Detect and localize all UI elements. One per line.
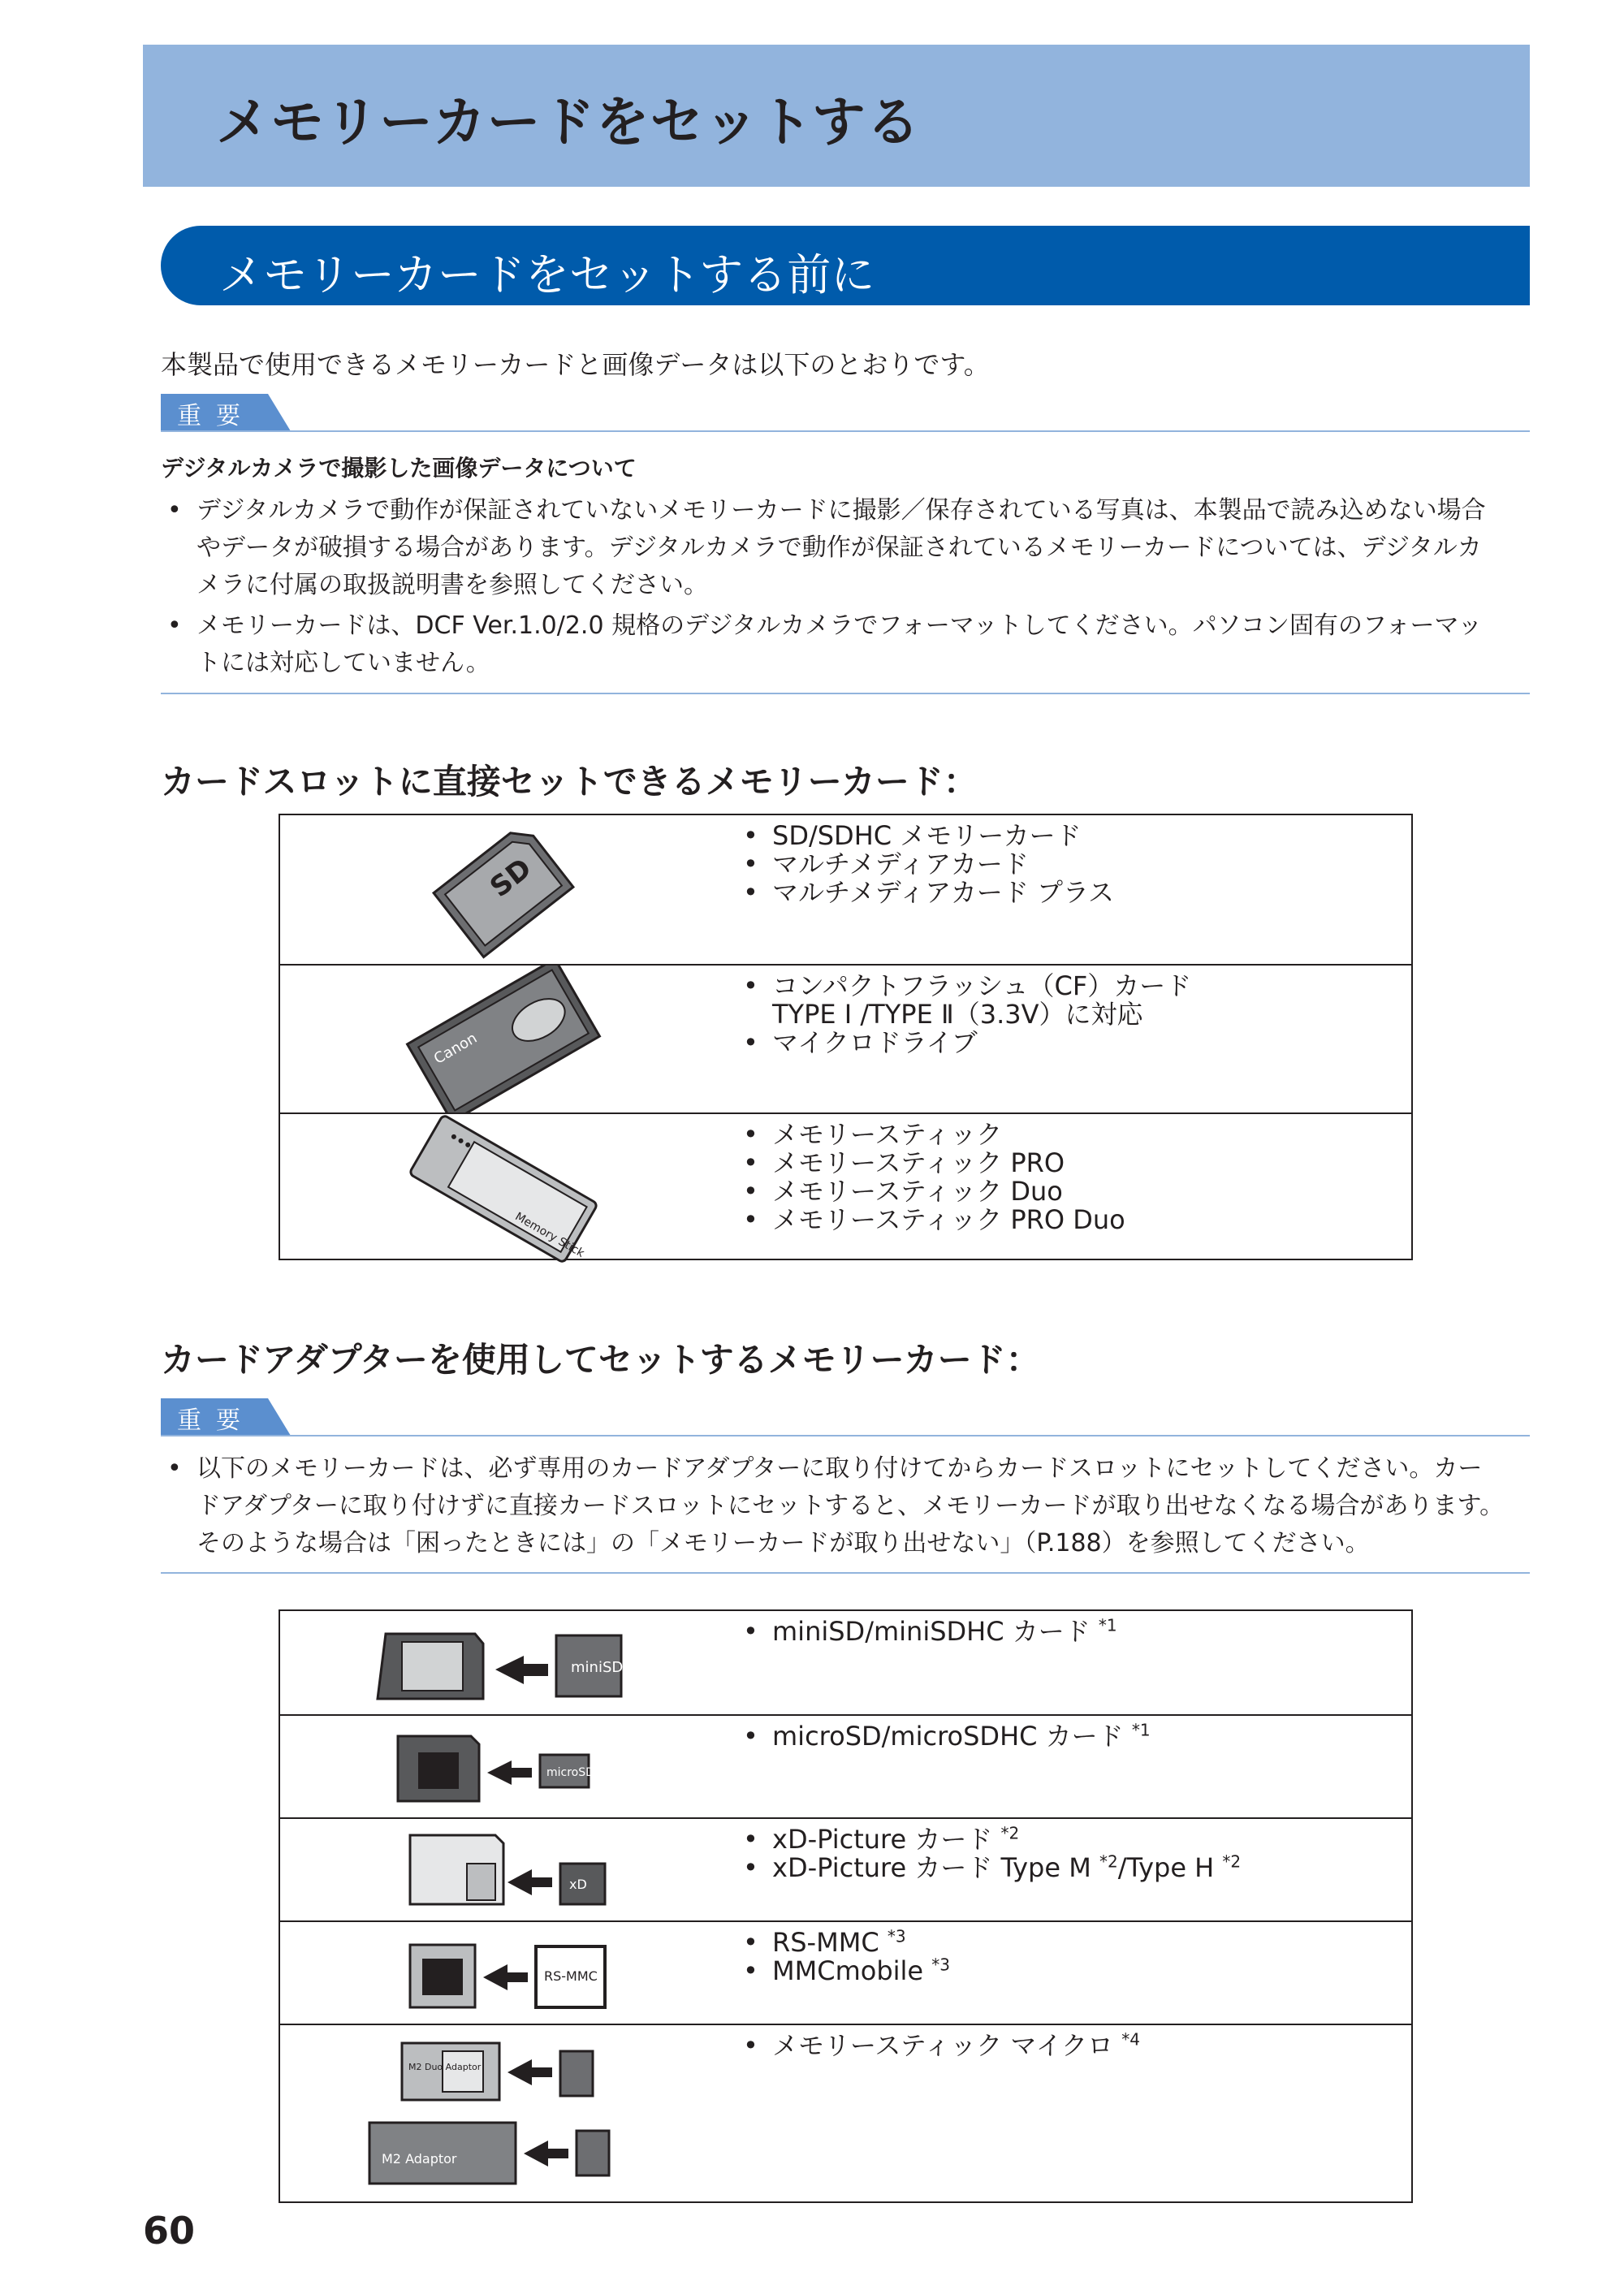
list-item: • メモリースティック: [743, 1119, 1003, 1150]
svg-text:Canon: Canon: [430, 1029, 481, 1068]
direct-heading: カードスロットに直接セットできるメモリーカード：: [161, 762, 978, 801]
svg-text:SD: SD: [484, 852, 538, 905]
compactflash-card-icon: [280, 966, 727, 1112]
title-band: [143, 45, 1530, 187]
list-item: • miniSD/miniSDHC カード $^{*1}$: [743, 1615, 1117, 1647]
card-list: [743, 1722, 1151, 1751]
svg-text:RS-MMC: RS-MMC: [544, 1968, 598, 1984]
card-list: [743, 972, 1191, 1057]
table-row: [280, 1611, 1411, 1714]
table-row: [280, 964, 1411, 1112]
list-item: • xD-Picture カード $^{*2}$: [743, 1823, 1020, 1855]
bullet-line: やデータが破損する場合があります。デジタルカメラで動作が保証されているメモリーカードについては、デジタルカ: [197, 534, 1482, 562]
list-item: • MMCmobile $^{*3}$: [743, 1955, 950, 1986]
adapter-heading: カードアダプターを使用してセットするメモリーカード：: [161, 1340, 1040, 1380]
table-row: [280, 1714, 1411, 1817]
list-item: • マルチメディアカード: [743, 849, 1029, 879]
table-row: [280, 1817, 1411, 1920]
adapter-card-table: [279, 1609, 1413, 2203]
bullet-dot: •: [167, 611, 182, 640]
rs-mmc-adapter-icon: [280, 1922, 727, 2024]
important-line: [161, 1435, 1530, 1436]
sd-card-icon: [280, 815, 727, 964]
list-item: • マイクロドライブ: [743, 1027, 978, 1058]
important-label: 重要: [177, 402, 255, 430]
page-title: メモリーカードをセットする: [216, 91, 921, 153]
important-label: 重要: [177, 1406, 255, 1435]
svg-text:xD: xD: [569, 1877, 587, 1892]
card-list: [743, 1121, 1125, 1234]
card-list: [743, 822, 1114, 907]
important-bullet: [167, 1450, 1531, 1562]
svg-text:M2 Adaptor: M2 Adaptor: [382, 2151, 457, 2167]
table-row: [280, 1112, 1411, 1262]
list-item: • メモリースティック PRO: [743, 1147, 1065, 1178]
list-item: • メモリースティック Duo: [743, 1176, 1063, 1207]
list-item: • マルチメディアカード プラス: [743, 877, 1115, 908]
bullet-line: メラに付属の取扱説明書を参照してください。: [197, 571, 708, 599]
bullet-line: そのような場合は「困ったときには」の「メモリーカードが取り出せない」（P.188）を参照してください。: [197, 1529, 1370, 1557]
important-line: [161, 430, 1530, 432]
card-list: [743, 1615, 1117, 1647]
important-end-rule: [161, 693, 1530, 694]
xd-picture-adapter-icon: [280, 1819, 727, 1920]
svg-text:microSD: microSD: [546, 1766, 594, 1779]
list-item: • microSD/microSDHC カード $^{*1}$: [743, 1720, 1151, 1752]
section-band: [161, 226, 1530, 305]
table-row: [280, 815, 1411, 964]
bullet-dot: •: [167, 496, 182, 525]
list-item: • メモリースティック PRO Duo: [743, 1204, 1125, 1235]
list-item-continuation: TYPE Ⅰ /TYPE Ⅱ（3.3V）に対応: [772, 999, 1143, 1030]
important-bullet: [167, 492, 1531, 604]
list-item: • RS-MMC $^{*3}$: [743, 1926, 906, 1958]
minisd-adapter-icon: [280, 1611, 727, 1714]
memory-stick-micro-adapter-icon: [280, 2025, 727, 2205]
table-row: [280, 2024, 1411, 2205]
bullet-dot: •: [167, 1454, 182, 1483]
bullet-line: 以下のメモリーカードは、必ず専用のカードアダプターに取り付けてからカードスロットにセットしてください。カー: [197, 1454, 1483, 1483]
table-row: [280, 1920, 1411, 2024]
bullet-line: トには対応していません。: [197, 649, 490, 677]
important-tab: [161, 394, 291, 430]
important-tab: [161, 1398, 291, 1434]
direct-card-table: [279, 814, 1413, 1260]
important-bullet: [167, 607, 1531, 682]
intro-text: 本製品で使用できるメモリーカードと画像データは以下のとおりです。: [161, 349, 990, 380]
page-number: 60: [143, 2209, 196, 2253]
list-item: • コンパクトフラッシュ（CF）カード: [743, 970, 1192, 1001]
card-list: [743, 1825, 1241, 1882]
important-end-rule: [161, 1572, 1530, 1574]
list-item: • メモリースティック マイクロ $^{*4}$: [743, 2029, 1140, 2061]
important-subhead: デジタルカメラで撮影した画像データについて: [161, 455, 637, 482]
list-item: • xD-Picture カード Type M $^{*2}$/Type H $^{*2}$: [743, 1851, 1242, 1883]
svg-text:miniSD: miniSD: [571, 1659, 624, 1676]
svg-text:M2 Duo Adaptor: M2 Duo Adaptor: [408, 2062, 482, 2072]
section-title: メモリーカードをセットする前に: [219, 249, 875, 300]
memory-stick-icon: [280, 1114, 727, 1262]
microsd-adapter-icon: [280, 1716, 727, 1817]
card-list: [743, 2029, 1140, 2061]
bullet-line: ドアダプターに取り付けずに直接カードスロットにセットすると、メモリーカードが取り出せなくなる場合があります。: [197, 1492, 1505, 1520]
svg-text:Memory Stick: Memory Stick: [512, 1210, 587, 1260]
card-list: [743, 1926, 950, 1986]
bullet-line: デジタルカメラで動作が保証されていないメモリーカードに撮影／保存されている写真は、本製品で読み込めない場合: [197, 496, 1486, 525]
bullet-line: メモリーカードは、DCF Ver.1.0/2.0 規格のデジタルカメラでフォーマットしてください。パソコン固有のフォーマッ: [197, 611, 1483, 640]
list-item: • SD/SDHC メモリーカード: [743, 820, 1082, 851]
